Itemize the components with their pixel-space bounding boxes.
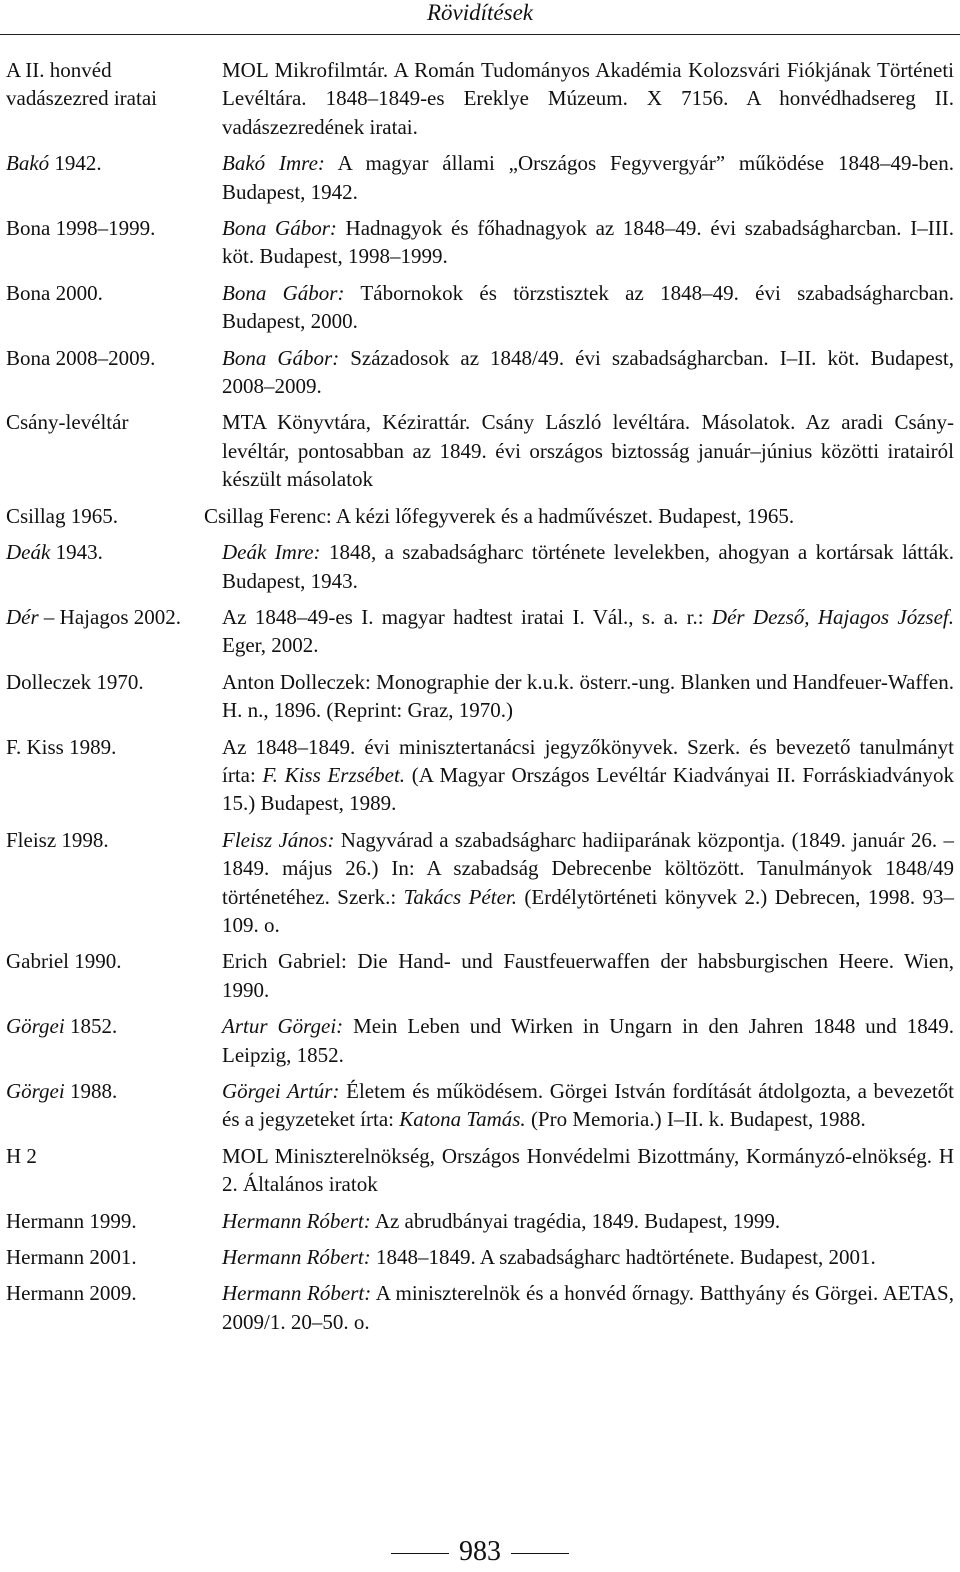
description-text: Csillag Ferenc: A kézi lőfegyverek és a hadművészet. Budapest, 1965. — [204, 503, 795, 528]
author-name: Görgei Artúr: — [222, 1079, 340, 1103]
entry-abbreviation — [6, 603, 206, 631]
abbreviation-author: Bakó — [6, 151, 50, 176]
entry-description — [222, 1243, 954, 1271]
entry — [6, 408, 954, 493]
entry-abbreviation — [6, 502, 206, 530]
entry-abbreviation — [6, 668, 206, 696]
entry — [6, 502, 954, 530]
author-name: Hermann Róbert: — [222, 1208, 371, 1233]
entry — [6, 1243, 954, 1271]
entry — [6, 1012, 954, 1069]
abbreviation-year: 1943. — [50, 540, 103, 565]
entry-abbreviation — [6, 408, 206, 436]
entry-description — [222, 1279, 954, 1336]
author-name: Bona Gábor: — [222, 345, 340, 370]
abbreviation-text: H 2 — [6, 1143, 37, 1168]
page-number: 983 — [459, 1536, 501, 1567]
abbreviation-author: Deák — [6, 540, 51, 565]
description-text: Az 1848–1849. évi minisztertanácsi jegyzőkönyvek. Szerk. és bevezető tanulmányt írta: — [222, 734, 954, 787]
entry — [6, 56, 954, 141]
entry — [6, 668, 954, 725]
abbreviation-text: F. Kiss 1989. — [6, 734, 117, 759]
author-name: Hermann Róbert: — [222, 1281, 372, 1306]
description-text: Eger, 2002. — [222, 633, 319, 658]
author-name: Bona Gábor: — [222, 216, 337, 241]
abbreviation-text: Gabriel 1990. — [6, 949, 122, 974]
abbreviation-text: Hermann 1999. — [6, 1208, 137, 1233]
description-text: 1848, a szabadságharc története levelekben, ahogyan a kortársak látták. Budapest, 1943. — [222, 540, 954, 593]
entry — [6, 538, 954, 595]
entry-abbreviation — [6, 733, 206, 761]
abbreviation-text: Hermann 2009. — [6, 1281, 137, 1306]
entry-description — [222, 826, 954, 940]
entry-abbreviation — [6, 1279, 206, 1307]
entry — [6, 279, 954, 336]
entry-abbreviation — [6, 538, 206, 566]
entry-description — [222, 344, 954, 401]
entry — [6, 149, 954, 206]
abbreviation-text: Fleisz 1998. — [6, 827, 109, 852]
description-text: Hadnagyok és főhadnagyok az 1848–49. évi szabadságharcban. I–III. köt. Budapest, 1998–1999. — [222, 216, 954, 269]
author-name: Artur Görgei: — [222, 1014, 344, 1039]
entry-abbreviation — [6, 1207, 206, 1235]
entry-description — [222, 1142, 954, 1199]
abbreviation-text: Bona 2000. — [6, 280, 103, 305]
abbreviation-text: Dolleczek 1970. — [6, 669, 144, 694]
entry — [6, 603, 954, 660]
author-name: Deák Imre: — [222, 540, 321, 565]
description-text: Erich Gabriel: Die Hand- und Faustfeuerwaffen der habsburgischen Heere. Wien, 1990. — [222, 949, 954, 1002]
editor-name: Dér Dezső, Hajagos József. — [711, 604, 954, 629]
abbreviation-text: A II. honvéd vadászezred iratai — [6, 58, 157, 111]
abbreviation-author: Dér — [6, 604, 39, 629]
description-text: MTA Könyvtára, Kézirattár. Csány László levéltára. Másolatok. Az aradi Csány-levéltár, pontosabban az 1849. évi országos biztosság január–június közötti iratairól készült másolatok — [222, 410, 954, 492]
abbreviation-year: – Hajagos 2002. — [38, 604, 181, 629]
entry-abbreviation — [6, 149, 206, 177]
description-text: Nagyvárad a szabadságharc hadiiparának központja. (1849. január 26. – 1849. május 26.) In: A szabadság Debrecenbe költözött. Tanulmányok 1848/49 történetéhez. Szerk.: — [222, 827, 954, 909]
description-text: Századosok az 1848/49. évi szabadságharcban. I–II. köt. Budapest, 2008–2009. — [222, 345, 954, 399]
entry-description — [222, 733, 954, 818]
entry — [6, 1279, 954, 1336]
author-name: Hermann Róbert: — [222, 1245, 371, 1270]
abbreviation-year: 1942. — [49, 151, 102, 176]
editor-name: Katona Tamás. — [399, 1107, 526, 1132]
abbreviation-text: Csillag 1965. — [6, 503, 119, 528]
author-name: Fleisz János: — [222, 827, 335, 852]
entry-description — [222, 947, 954, 1004]
entry-abbreviation — [6, 1142, 206, 1170]
entry-abbreviation — [6, 1243, 206, 1271]
entry-abbreviation — [6, 279, 206, 307]
editor-name: Takács Péter. — [403, 884, 517, 909]
entry-abbreviation — [6, 1077, 206, 1105]
entry — [6, 733, 954, 818]
description-text: Mein Leben und Wirken in Ungarn in den Jahren 1848 und 1849. Leipzig, 1852. — [222, 1014, 954, 1067]
abbreviation-author: Görgei — [6, 1079, 65, 1103]
entry-abbreviation — [6, 344, 206, 372]
description-text: MOL Mikrofilmtár. A Román Tudományos Akadémia Kolozsvári Fiókjának Történeti Levéltára. 1848–1849-es Ereklye Múzeum. X 7156. A honvédhadsereg II. vadászezredének iratai. — [222, 58, 954, 139]
entry-abbreviation — [6, 947, 206, 975]
entry — [6, 826, 954, 940]
abbreviation-list — [6, 56, 954, 1336]
description-text: Az abrudbányai tragédia, 1849. Budapest, 1999. — [370, 1208, 781, 1233]
entry-description — [222, 279, 954, 336]
description-text: MOL Miniszterelnökség, Országos Honvédelmi Bizottmány, Kormányzó-elnökség. H 2. Általános iratok — [222, 1143, 954, 1197]
entry-abbreviation — [6, 214, 206, 242]
description-text: A miniszterelnök és a honvéd őrnagy. Batthyány és Görgei. AETAS, 2009/1. 20–50. o. — [222, 1281, 954, 1334]
entry-description — [222, 1012, 954, 1069]
abbreviation-year: 1988. — [64, 1079, 118, 1103]
abbreviation-text: Hermann 2001. — [6, 1245, 137, 1270]
entry-description — [222, 1207, 954, 1235]
entry — [6, 344, 954, 401]
abbreviation-author: Görgei — [6, 1014, 65, 1039]
description-text: A magyar állami „Országos Fegyvergyár” működése 1848–49-ben. Budapest, 1942. — [222, 151, 955, 204]
entry-description — [222, 214, 954, 271]
abbreviation-text: Csány-levéltár — [6, 410, 129, 435]
description-text: (Erdélytörténeti könyvek 2.) Debrecen, 1998. 93–109. o. — [222, 884, 954, 937]
abbreviation-year: 1852. — [64, 1014, 118, 1039]
entry-description — [222, 408, 954, 493]
description-text: 1848–1849. A szabadságharc hadtörténete. Budapest, 2001. — [370, 1245, 876, 1270]
entry-description — [222, 56, 954, 141]
footer-dash-left — [391, 1553, 449, 1554]
abbreviation-text: Bona 1998–1999. — [6, 216, 156, 241]
author-name: Bona Gábor: — [222, 280, 345, 305]
description-text: Az 1848–49-es I. magyar hadtest iratai I. Vál., s. a. r.: — [222, 604, 712, 629]
entry — [6, 947, 954, 1004]
description-text: Anton Dolleczek: Monographie der k.u.k. österr.-ung. Blanken und Handfeuer-Waffen. H. n., 1896. (Reprint: Graz, 1970.) — [222, 669, 954, 723]
page-footer — [0, 1536, 960, 1568]
description-text: (A Magyar Országos Levéltár Kiadványai II. Forráskiadványok 15.) Budapest, 1989. — [222, 762, 954, 816]
entry-description — [222, 149, 954, 206]
description-text: Tábornokok és törzstisztek az 1848–49. évi szabadságharcban. Budapest, 2000. — [222, 280, 954, 334]
entry — [6, 1207, 954, 1235]
footer-dash-right — [511, 1553, 569, 1554]
entry-description — [204, 502, 954, 530]
entry — [6, 1077, 954, 1134]
author-name: Bakó Imre: — [222, 151, 325, 176]
entry-abbreviation — [6, 826, 206, 854]
entry-description — [222, 538, 954, 595]
header-rule — [0, 34, 960, 35]
entry-abbreviation — [6, 1012, 206, 1040]
running-header: Rövidítések — [426, 0, 533, 25]
entry-abbreviation — [6, 56, 206, 113]
description-text: Életem és működésem. Görgei István fordítását átdolgozta, a bevezetőt és a jegyzeteket írta: — [222, 1079, 954, 1132]
entry-description — [222, 603, 954, 660]
description-text: (Pro Memoria.) I–II. k. Budapest, 1988. — [525, 1107, 866, 1132]
entry-description — [222, 1077, 954, 1134]
abbreviation-text: Bona 2008–2009. — [6, 345, 156, 370]
entry — [6, 214, 954, 271]
entry — [6, 1142, 954, 1199]
entry-description — [222, 668, 954, 725]
editor-name: F. Kiss Erzsébet. — [262, 762, 406, 787]
